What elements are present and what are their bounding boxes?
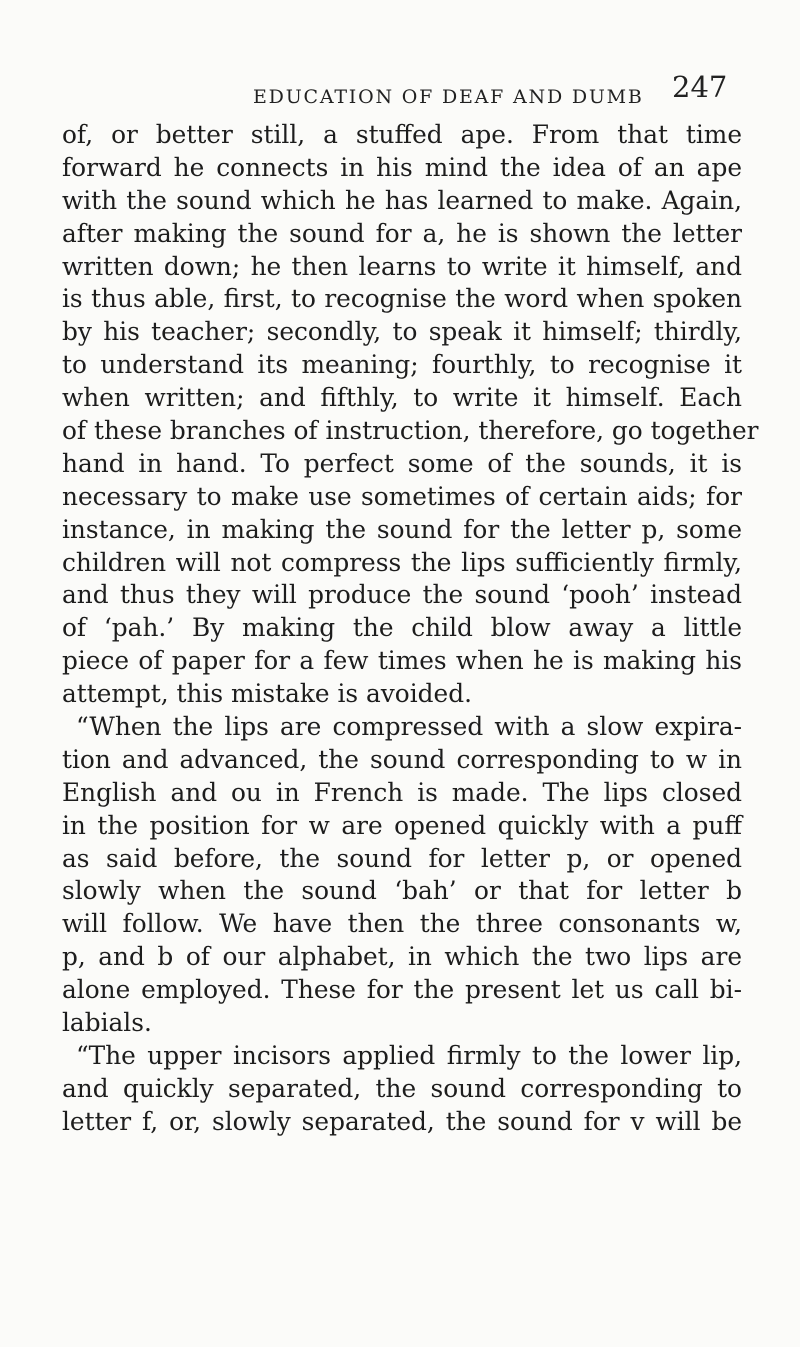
text-line: after making the sound for a, he is shown the letter bbox=[62, 218, 742, 248]
text-line: alone employed. These for the present let us call bi- bbox=[62, 975, 742, 1005]
text-line: of ‘pah.’ By making the child blow away a little bbox=[62, 613, 742, 643]
text-line: is thus able, first, to recognise the word when spoken bbox=[62, 284, 742, 314]
text-line: slowly when the sound ‘bah’ or that for letter b bbox=[62, 876, 742, 906]
text-line: “The upper incisors applied firmly to the lower lip, bbox=[76, 1040, 742, 1070]
text-line: “When the lips are compressed with a slow expira- bbox=[76, 712, 742, 742]
text-line: letter f, or, slowly separated, the sound for v will be bbox=[62, 1106, 742, 1136]
text-line: instance, in making the sound for the letter p, some bbox=[62, 514, 742, 544]
page-header bbox=[0, 70, 800, 110]
text-line: when written; and fifthly, to write it himself. Each bbox=[62, 383, 742, 413]
text-line: children will not compress the lips sufficiently firmly, bbox=[62, 547, 742, 577]
text-line: forward he connects in his mind the idea of an ape bbox=[62, 152, 742, 182]
text-line: as said before, the sound for letter p, or opened bbox=[62, 843, 742, 873]
text-line: with the sound which he has learned to make. Again, bbox=[62, 185, 742, 215]
text-line: and quickly separated, the sound corresponding to bbox=[62, 1073, 742, 1103]
text-line: labials. bbox=[62, 1008, 152, 1038]
text-line: piece of paper for a few times when he is making his bbox=[62, 646, 742, 676]
text-line: by his teacher; secondly, to speak it himself; thirdly, bbox=[62, 317, 742, 347]
text-line: necessary to make use sometimes of certain aids; for bbox=[62, 481, 742, 511]
text-line: hand in hand. To perfect some of the sounds, it is bbox=[62, 448, 742, 478]
text-line: in the position for w are opened quickly with a puff bbox=[62, 810, 742, 840]
text-line: to understand its meaning; fourthly, to recognise it bbox=[62, 350, 742, 380]
text-line: p, and b of our alphabet, in which the two lips are bbox=[62, 942, 742, 972]
text-line: of, or better still, a stuffed ape. From that time bbox=[62, 120, 742, 149]
text-line: and thus they will produce the sound ‘pooh’ instead bbox=[62, 580, 742, 610]
page-number: 247 bbox=[672, 70, 728, 104]
running-head: EDUCATION OF DEAF AND DUMB bbox=[253, 86, 644, 108]
text-line: of these branches of instruction, therefore, go together bbox=[62, 416, 759, 446]
text-line: written down; he then learns to write it himself, and bbox=[62, 251, 742, 281]
body-text bbox=[62, 119, 759, 1139]
text-line: English and ou in French is made. The lips closed bbox=[62, 777, 742, 807]
text-line: tion and advanced, the sound corresponding to w in bbox=[62, 744, 742, 774]
text-line: attempt, this mistake is avoided. bbox=[62, 679, 472, 709]
text-line: will follow. We have then the three consonants w, bbox=[62, 909, 742, 939]
